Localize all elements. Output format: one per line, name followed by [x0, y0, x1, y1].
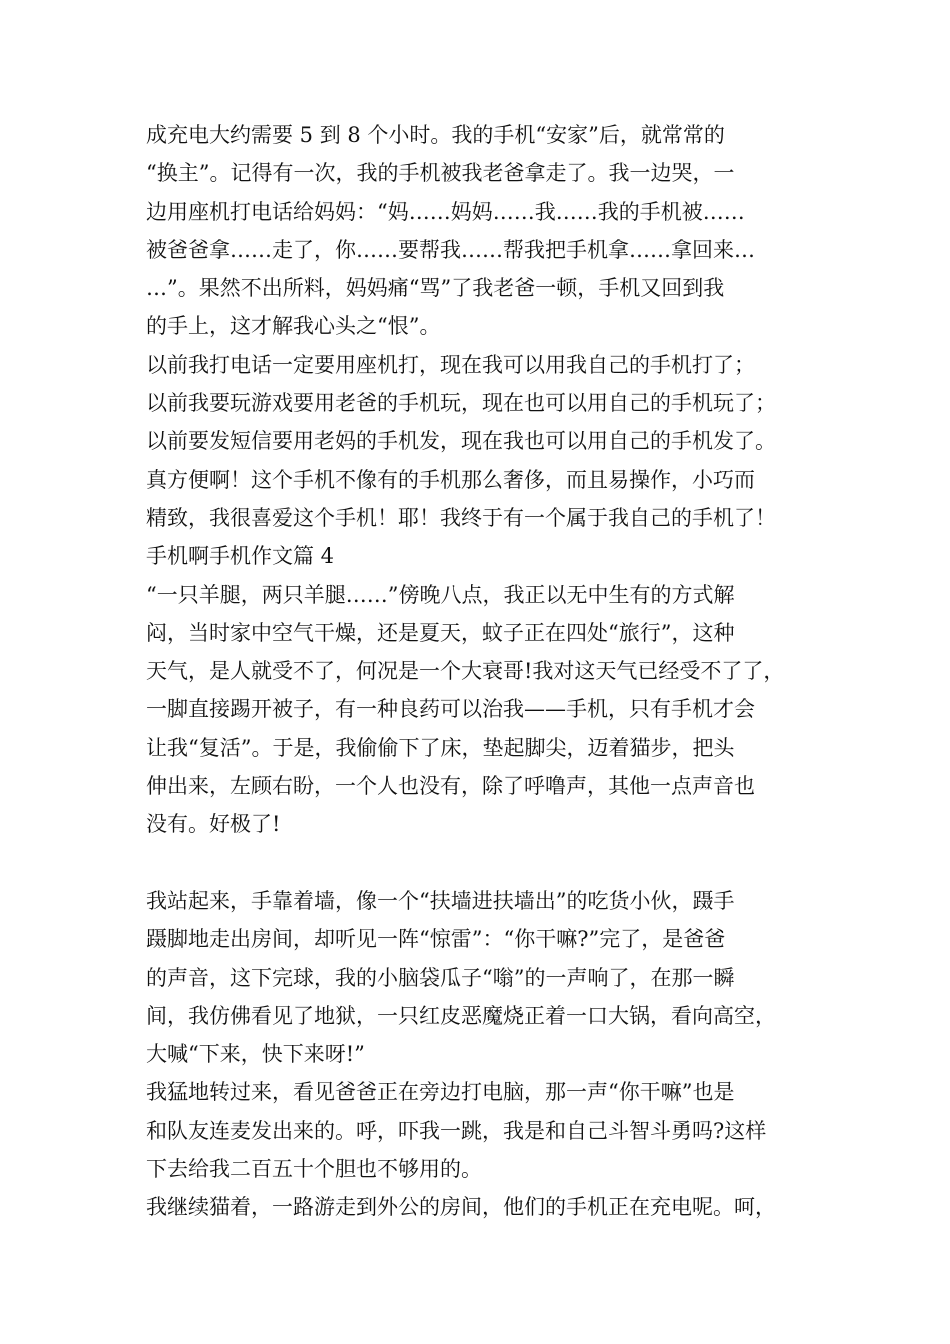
text-line: 大喊“下来，快下来呀!” [146, 1042, 365, 1067]
text-line: 被爸爸拿……走了，你……要帮我……帮我把手机拿……拿回来… [146, 237, 755, 262]
text-line: 以前我打电话一定要用座机打，现在我可以用我自己的手机打了； [146, 352, 755, 377]
text-line: 我站起来，手靠着墙，像一个“扶墙进扶墙出”的吃货小伙，蹑手 [146, 888, 735, 913]
text-line: 成充电大约需要 5 到 8 个小时。我的手机“安家”后，就常常的 [146, 123, 725, 147]
text-line: 天气，是人就受不了，何况是一个大衰哥!我对这天气已经受不了了， [146, 659, 785, 684]
text-line: 间，我仿佛看见了地狱，一只红皮恶魔烧正着一口大锅，看向高空， [146, 1003, 776, 1028]
text-line: 真方便啊！这个手机不像有的手机那么奢侈，而且易操作，小巧而 [146, 467, 755, 492]
document-body [146, 116, 826, 1227]
text-line: 以前我要玩游戏要用老爸的手机玩，现在也可以用自己的手机玩了； [146, 391, 776, 416]
text-line: 蹑脚地走出房间，却听见一阵“惊雷”：“你干嘛?”完了，是爸爸 [146, 927, 726, 952]
text-line: 我继续猫着，一路游走到外公的房间，他们的手机正在充电呢。呵， [146, 1195, 776, 1220]
text-line: 以前要发短信要用老妈的手机发，现在我也可以用自己的手机发了。 [146, 429, 776, 454]
text-line: 一脚直接踢开被子，有一种良药可以治我——手机，只有手机才会 [146, 697, 755, 722]
text-line: 的手上，这才解我心头之“恨”。 [146, 314, 441, 339]
text-line: …”。果然不出所料，妈妈痛“骂”了我老爸一顿，手机又回到我 [146, 276, 725, 301]
paragraph-gap [146, 844, 826, 882]
text-line: 我猛地转过来，看见爸爸正在旁边打电脑，那一声“你干嘛”也是 [146, 1080, 735, 1105]
text-line: 精致，我很喜爱这个手机！耶！我终于有一个属于我自己的手机了！ [146, 505, 776, 530]
text-line: 边用座机打电话给妈妈：“妈……妈妈……我……我的手机被…… [146, 199, 745, 224]
text-line: “换主”。记得有一次，我的手机被我老爸拿走了。我一边哭，一 [146, 161, 735, 186]
text-line: 没有。好极了! [146, 812, 281, 837]
section-heading: 手机啊手机作文篇 4 [146, 544, 335, 569]
text-line: 的声音，这下完球，我的小脑袋瓜子“嗡”的一声响了，在那一瞬 [146, 965, 735, 990]
text-line: 伸出来，左顾右盼，一个人也没有，除了呼噜声，其他一点声音也 [146, 774, 755, 799]
text-line: 下去给我二百五十个胆也不够用的。 [146, 1157, 482, 1182]
text-line: “一只羊腿，两只羊腿……”傍晚八点，我正以无中生有的方式解 [146, 582, 735, 607]
text-line: 闷，当时家中空气干燥，还是夏天，蚊子正在四处“旅行”，这种 [146, 620, 735, 645]
text-line: 和队友连麦发出来的。呼，吓我一跳，我是和自己斗智斗勇吗?这样 [146, 1118, 767, 1143]
text-line: 让我“复活”。于是，我偷偷下了床，垫起脚尖，迈着猫步，把头 [146, 735, 735, 760]
